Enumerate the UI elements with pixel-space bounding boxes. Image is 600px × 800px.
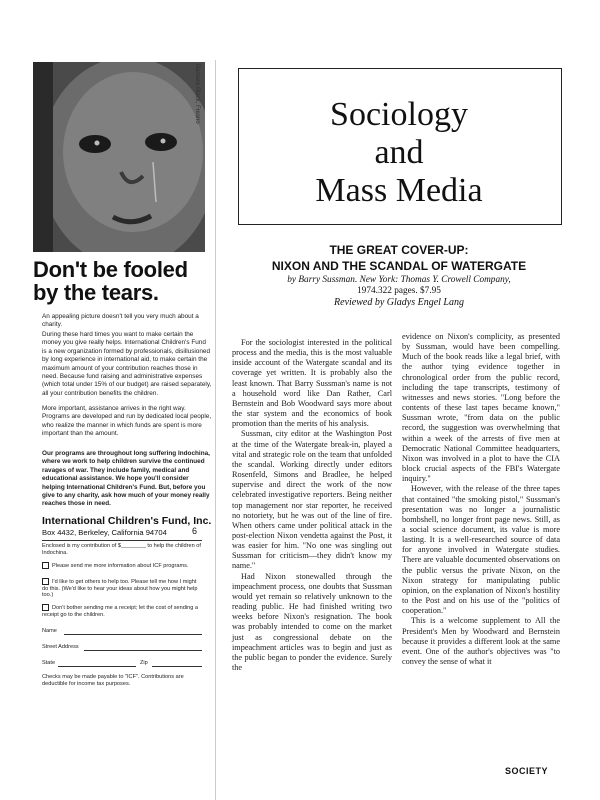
article-paragraph: Had Nixon stonewalled through the impeachment process, one doubts that Sussman would yet remain so relatively unknown to the reading public. He had finished writing two weeks before Nixon's resignation. The book was probably intended to come on the market just as congressional debate on the impeachment articles was to begin and just as the public began to ponder the evidence. Surely the [232,571,392,672]
name-label: Name [42,628,57,634]
article-paragraph: Sussman, city editor at the Washington Post at the time of the Watergate break-in, played a vital and strategic role on the team that unfolded the scandal. Working directly under editors Rosenfeld, Simons and Bradlee, he helped supervise and direct the work of the now celebrated investigative reporters. Being neither top management nor star reporter, he received no notoriety, but he was out of the line of fire. When others came under political attack in the post-election Nixon vendetta against the Post, it was easier for him. "No one was singling out Sussman for criticism—they didn't know my name." [232,429,392,571]
ad-headline: Don't be fooled by the tears. [33,257,188,305]
ad-address-number: 6 [192,526,198,536]
ad-address-text: Box 4432, Berkeley, California 94704 [42,528,167,537]
ad-paragraph: An appealing picture doesn't tell you very much about a charity. [42,313,199,329]
article-column-1 [232,338,392,673]
book-publication: 1974.322 pages. $7.95 [357,286,441,296]
review-title [238,242,560,274]
child-photo [33,62,205,252]
section-title-line: Sociology [330,96,468,133]
ad-paragraph: More important, assistance arrives in the right way. Programs are developed and run by dedicated local people, who realize the manner in which funds are spent is more important than the amount. [42,405,212,438]
checkbox[interactable] [42,578,49,585]
form-option-label: I'd like to get others to help too. Please tell me how I might do this. (We'd like to hear your ideas about how you might help too.) [42,578,198,599]
ad-address [42,528,212,537]
ad-paragraph: Our programs are throughout long suffering Indochina, where we work to help children survive the continued ravages of war. They include family, medical and educational assistance. We hope you'll consider helping International Children's Fund. But, before you give to any charity, ask how much of your money really reaches those in need. [42,450,210,508]
book-byline: by Barry Sussman. New York: Thomas Y. Crowell Company, [287,275,511,285]
photo-credit: Barbara Black, Fresno [194,64,200,124]
section-title [238,96,560,210]
section-title-line: and [374,134,424,171]
article-paragraph: This is a welcome supplement to All the President's Men by Woodward and Bernstein because it provides a different look at the same event. One of the author's objectives was "to convey the sense of what it [402,616,560,666]
form-option-receipt[interactable] [42,604,202,618]
zip-field[interactable] [152,666,202,667]
review-title-line: NIXON AND THE SCANDAL OF WATERGATE [271,259,527,273]
article-column-2 [402,332,560,667]
zip-label: Zip [140,660,148,666]
divider [42,540,202,541]
reviewer-line: Reviewed by Gladys Engel Lang [334,297,464,308]
checkbox[interactable] [42,604,49,611]
running-footer: SOCIETY [505,766,549,776]
review-title-line: THE GREAT COVER-UP: [329,243,469,257]
form-option-label: Please send me more information about ICF programs. [52,562,189,569]
checks-note: Checks may be made payable to "ICF". Contributions are deductible for income tax purposes. [42,674,184,687]
street-label: Street Address [42,644,79,650]
form-option-help[interactable] [42,578,202,599]
article-paragraph: However, with the release of the three tapes that contained "the smoking pistol," Sussman's presentation was no longer a journalistic bombshell, no longer front page news. Still, as a social science document, its value is more lasting. It is a well-researched source of data for anyone involved in Watergate studies. There are valuable documented observations on the public versus the private Nixon, on the Nixon strategy for manipulating public opinion, on the explanation of Nixon's hostility to the Post and on his use of the "politics of cooperation." [402,484,560,616]
ad-org-name: International Children's Fund, Inc. [42,515,212,527]
name-field[interactable] [64,634,202,635]
form-option-info[interactable] [42,562,202,570]
state-field[interactable] [58,666,136,667]
street-field[interactable] [84,650,202,651]
section-title-line: Mass Media [315,172,483,209]
checkbox[interactable] [42,562,49,569]
ad-paragraph: During these hard times you want to make certain the money you give really helps. International Children's Fund is a new organization formed by professionals, disillusioned by long experience in international aid, to make certain the maximum amount of your contribution reaches those in need. Because fund raising and administrative expenses (which total under 15% of our budget) are raised separately, all your contribution benefits the children. [42,331,212,397]
contribution-line[interactable]: Enclosed is my contribution of $________ to help the children of Indochina. [42,543,201,556]
article-paragraph: evidence on Nixon's complicity, as presented by Sussman, would have been compelling. Much of the book reads like a legal brief, with the author tying evidence together in chronological order from the public record, including the tape transcripts, testimony of witnesses and news stories. "Long before the contents of these last tapes became known," Sussman wrote, "from data on the public record, the suggestion was overwhelming that within a week of the arrests of five men at Democratic National Committee headquarters, Nixon was involved in a plot to have the CIA block crucial aspects of the FBI's Watergate inquiry." [402,332,560,484]
form-option-label: Don't bother sending me a receipt; let the cost of sending a receipt go to the children. [42,604,198,618]
state-label: State [42,660,56,666]
article-paragraph: For the sociologist interested in the political process and the media, this is the most valuable inside account of the Watergate scandal and its coverage yet written. It is probably also the least known. That Barry Sussman's name is not a household word like Dan Rather, Carl Bernstein and Bob Woodward says more about the star system and the economics of book promotion than the merits of his analysis. [232,338,392,429]
book-citation [238,275,560,297]
child-face-image [33,62,205,252]
column-rule [215,60,216,800]
